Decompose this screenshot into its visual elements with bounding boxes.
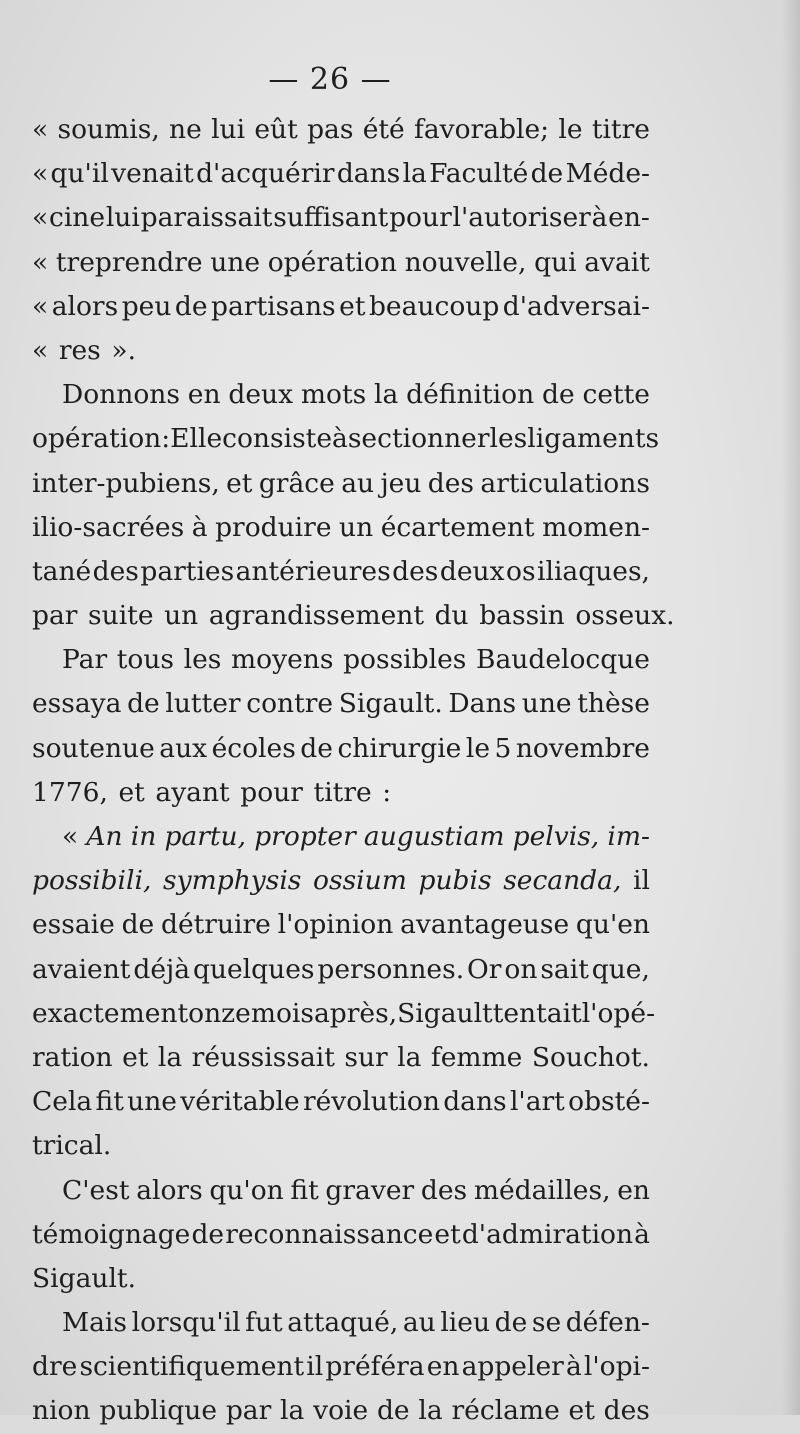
text-line: témoignage de reconnaissance et d'admiration à — [32, 1218, 650, 1250]
text-line: soutenue aux écoles de chirurgie le 5 novembre — [32, 732, 650, 764]
text-line: ration et la réussissait sur la femme Souchot. — [32, 1041, 650, 1073]
text-line: « soumis, ne lui eût pas été favorable; le titre — [32, 114, 650, 145]
text-line: « An in partu, propter augustiam pelvis, im- — [62, 821, 650, 852]
text-line: avaient déjà quelques personnes. Or on sait que, — [32, 953, 650, 985]
text-line: dre scientifiquement il préféra en appeler à l'opi- — [32, 1351, 650, 1383]
text-line: nion publique par la voie de la réclame et des — [32, 1395, 650, 1427]
text-line: Cela fit une véritable révolution dans l'art obsté- — [32, 1086, 650, 1118]
text-line: ilio-sacrées à produire un écartement momen- — [32, 511, 650, 543]
text-line: « res ». — [32, 334, 136, 366]
text-line: C'est alors qu'on fit graver des médailles, en — [62, 1174, 650, 1206]
text-line: « alors peu de partisans et beaucoup d'adversai- — [32, 290, 650, 322]
text-line: tané des parties antérieures des deux os iliaques, — [32, 555, 650, 587]
body-text — [32, 108, 675, 1434]
text-line: inter-pubiens, et grâce au jeu des articulations — [32, 467, 650, 499]
text-line: « qu'il venait d'acquérir dans la Faculté de Méde- — [32, 158, 650, 190]
text-line: « treprendre une opération nouvelle, qui avait — [32, 246, 650, 278]
text-line: Mais lorsqu'il fut attaqué, au lieu de se défen- — [62, 1307, 650, 1339]
page-number: — 26 — — [268, 62, 392, 97]
text-line: trical. — [32, 1130, 112, 1162]
text-line: Donnons en deux mots la définition de cette — [62, 379, 650, 411]
text-line: opération : Elle consiste à sectionner les ligaments — [32, 423, 660, 455]
text-line: « cine lui paraissait suffisant pour l'autoriser à en- — [32, 202, 650, 234]
text-line: par suite un agrandissement du bassin osseux. — [32, 600, 675, 632]
text-line: essaya de lutter contre Sigault. Dans une thèse — [32, 688, 650, 720]
text-line: Par tous les moyens possibles Baudelocque — [62, 644, 650, 676]
text-line: essaie de détruire l'opinion avantageuse qu'en — [32, 909, 650, 941]
text-line: exactement onze mois après, Sigault tentait l'opé- — [32, 997, 656, 1029]
text-line: Sigault. — [32, 1262, 137, 1294]
text-line: possibili, symphysis ossium pubis secanda, il — [32, 865, 650, 897]
text-line: 1776, et ayant pour titre : — [32, 776, 392, 808]
page-edge-shadow — [782, 0, 800, 1415]
